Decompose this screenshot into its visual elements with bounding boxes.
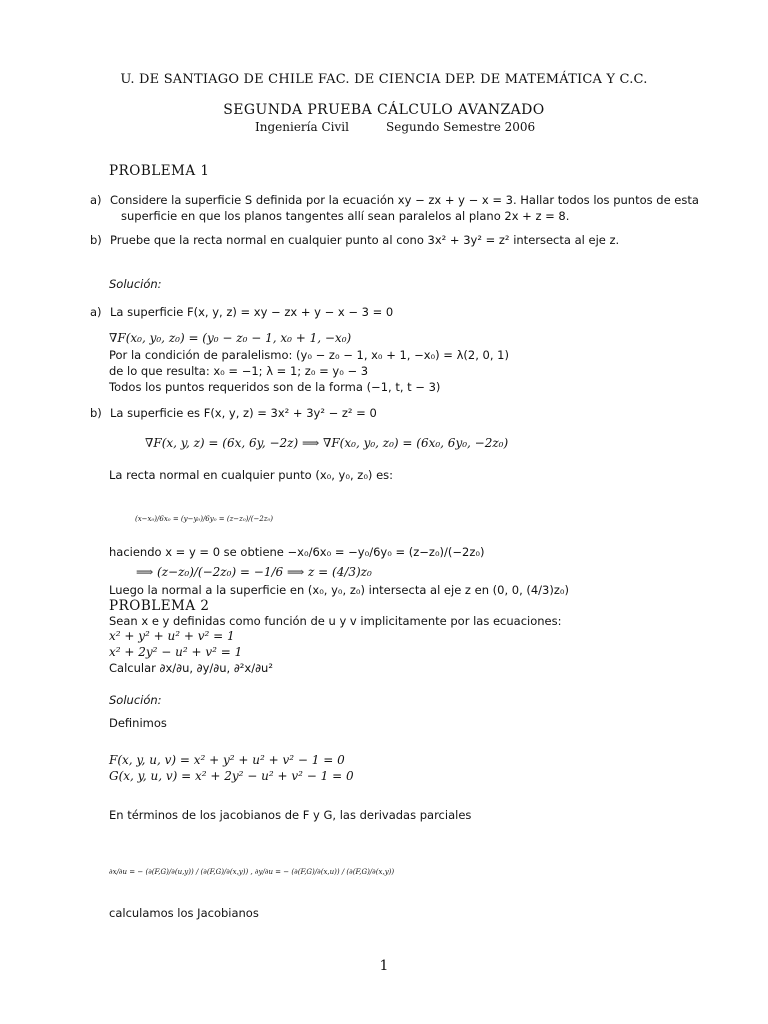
p2-solution-label: Solución: <box>109 693 162 707</box>
sb-normal-line: La recta normal en cualquier punto (x₀, y₀, z₀) es: <box>109 468 394 482</box>
p2-equation-1: x² + y² + u² + v² = 1 <box>109 629 235 643</box>
p1-question-a <box>90 193 699 207</box>
institution-header: U. DE SANTIAGO DE CHILE FAC. DE CIENCIA DEP. DE MATEMÁTICA Y C.C. <box>120 72 648 87</box>
p2-calculate: Calcular ∂x/∂u, ∂y/∂u, ∂²x/∂u² <box>109 661 273 675</box>
item-label: a) <box>90 305 102 319</box>
sb-conclusion: Luego la normal a la superficie en (x₀, y₀, z₀) intersecta al eje z en (0, 0, (4/3)z₀) <box>109 583 569 597</box>
p2-jacobian-formula: ∂x/∂u = − (∂(F,G)/∂(u,y)) / (∂(F,G)/∂(x,y)) , ∂y/∂u = − (∂(F,G)/∂(x,u)) / (∂(F,G)/∂(x,y)) <box>109 868 395 876</box>
semester-label: Segundo Semestre 2006 <box>386 120 536 134</box>
p1-solution-b <box>90 406 377 420</box>
p2-g-equation: G(x, y, u, v) = x² + 2y² − u² + v² − 1 = 0 <box>109 769 354 783</box>
career-label: Ingeniería Civil <box>255 120 349 134</box>
sa-line1: La superficie F(x, y, z) = xy − zx + y − x − 3 = 0 <box>110 305 394 319</box>
p1-a-line1: Considere la superficie S definida por la ecuación xy − zx + y − x = 3. Hallar todos los puntos de esta <box>110 193 699 207</box>
exam-title: SEGUNDA PRUEBA CÁLCULO AVANZADO <box>223 102 545 118</box>
page-number: 1 <box>379 958 389 974</box>
p1-solution-label: Solución: <box>109 277 162 291</box>
sa-parallel-condition: Por la condición de paralelismo: (y₀ − z₀ − 1, x₀ + 1, −x₀) = λ(2, 0, 1) <box>109 348 509 362</box>
sa-gradient: ∇F(x₀, y₀, z₀) = (y₀ − z₀ − 1, x₀ + 1, −x₀) <box>109 331 352 345</box>
sb-result: ⟹ (z−z₀)/(−2z₀) = −1/6 ⟹ z = (4/3)z₀ <box>136 565 372 579</box>
p1-question-b <box>90 233 619 247</box>
p1-solution-a <box>90 305 393 319</box>
sa-result: de lo que resulta: x₀ = −1; λ = 1; z₀ = y₀ − 3 <box>109 364 369 378</box>
sb-gradient: ∇F(x, y, z) = (6x, 6y, −2z) ⟹ ∇F(x₀, y₀, z₀) = (6x₀, 6y₀, −2z₀) <box>145 436 509 450</box>
item-label: b) <box>90 406 102 420</box>
sb-normal-equation: (x−x₀)/6x₀ = (y−y₀)/6y₀ = (z−z₀)/(−2z₀) <box>135 515 273 523</box>
p2-jacobian-terms: En términos de los jacobianos de F y G, las derivadas parciales <box>109 808 472 822</box>
p2-statement: Sean x e y definidas como función de u y v implicitamente por las ecuaciones: <box>109 614 562 628</box>
p1-a-line2: superficie en que los planos tangentes allí sean paralelos al plano 2x + z = 8. <box>121 209 570 223</box>
problem-1-heading: PROBLEMA 1 <box>109 163 210 179</box>
p2-calc-jacobians: calculamos los Jacobianos <box>109 906 259 920</box>
p2-equation-2: x² + 2y² − u² + v² = 1 <box>109 645 243 659</box>
p1-b-line: Pruebe que la recta normal en cualquier punto al cono 3x² + 3y² = z² intersecta al eje z. <box>110 233 620 247</box>
p2-f-equation: F(x, y, u, v) = x² + y² + u² + v² − 1 = 0 <box>109 753 345 767</box>
sa-points: Todos los puntos requeridos son de la forma (−1, t, t − 3) <box>109 380 441 394</box>
item-label: b) <box>90 233 102 247</box>
problem-2-heading: PROBLEMA 2 <box>109 598 210 614</box>
p2-define: Definimos <box>109 716 167 730</box>
sb-line1: La superficie es F(x, y, z) = 3x² + 3y² − z² = 0 <box>110 406 377 420</box>
item-label: a) <box>90 193 102 207</box>
sb-substitution: haciendo x = y = 0 se obtiene −x₀/6x₀ = −y₀/6y₀ = (z−z₀)/(−2z₀) <box>109 545 485 559</box>
